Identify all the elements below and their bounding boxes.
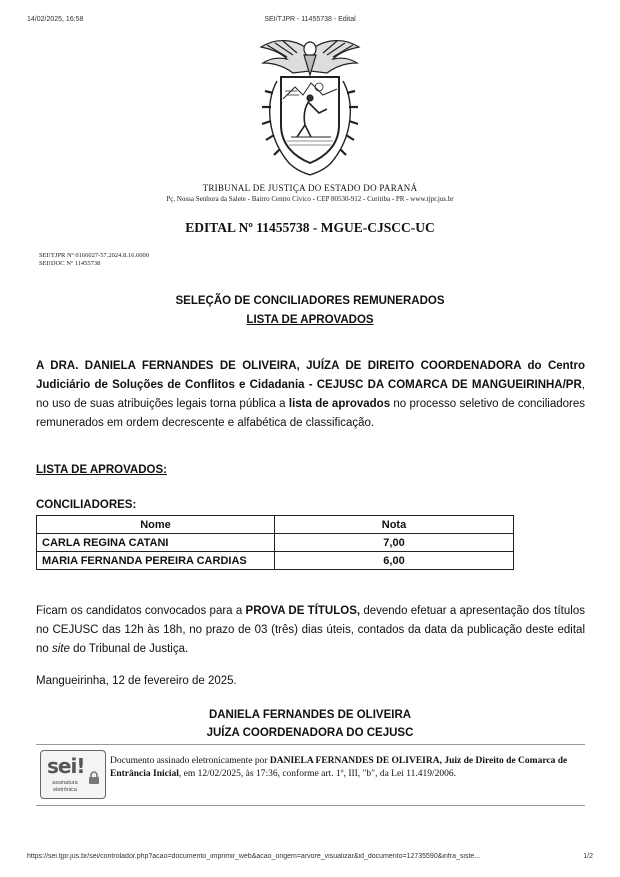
column-header-name: Nome bbox=[37, 516, 275, 534]
print-title: SEI/TJPR - 11455738 - Edital bbox=[264, 16, 356, 23]
list-heading: LISTA DE APROVADOS: bbox=[36, 464, 167, 476]
candidate-name: MARIA FERNANDA PEREIRA CARDIAS bbox=[37, 552, 275, 570]
intro-bold-mid: lista de aprovados bbox=[288, 398, 391, 410]
candidate-name: CARLA REGINA CATANI bbox=[37, 534, 275, 552]
convocation-paragraph bbox=[36, 602, 585, 659]
convocation-italic: site bbox=[52, 643, 70, 655]
convocation-text-c: do Tribunal de Justiça. bbox=[69, 643, 189, 655]
signature-text bbox=[110, 755, 582, 781]
table-row bbox=[37, 552, 514, 570]
section-heading bbox=[0, 292, 620, 330]
signature-signer: DANIELA FERNANDES DE OLIVEIRA, Juiz de Direito de Comarca de Entrância Inicial bbox=[110, 756, 568, 779]
intro-text-a: , no uso de suas atribuições legais torna pública a bbox=[36, 379, 585, 410]
intro-bold-lead: A DRA. DANIELA FERNANDES DE OLIVEIRA, JUÍZA DE DIREITO COORDENADORA do Centro Judiciário de Soluções de Conflitos e Cidadania - CEJUSC DA COMARCA DE MANGUEIRINHA/PR bbox=[36, 360, 585, 391]
candidate-score: 7,00 bbox=[275, 534, 514, 552]
sei-signature-badge bbox=[40, 750, 106, 799]
court-name: TRIBUNAL DE JUSTIÇA DO ESTADO DO PARANÁ bbox=[202, 183, 418, 193]
process-reference: SEI!TJPR Nº 0166027-57.2024.8.16.6000 bbox=[39, 252, 149, 259]
parana-coat-of-arms-emblem bbox=[247, 33, 373, 179]
print-url: https://sei.tjpr.jus.br/sei/controlador.php?acao=documento_imprimir_web&acao_origem=arvore_visualizar&id_documento=12735590&infra_siste... bbox=[27, 853, 481, 860]
print-page-number: 1/2 bbox=[583, 853, 593, 860]
approved-table bbox=[36, 515, 514, 570]
document-reference: SEI!DOC Nº 11455738 bbox=[39, 260, 101, 267]
signer-role: JUÍZA COORDENADORA DO CEJUSC bbox=[206, 727, 414, 739]
sei-logo: sei! bbox=[47, 754, 85, 778]
sei-badge-caption: assinatura eletrônica bbox=[52, 780, 78, 793]
signature-text-a: Documento assinado eletronicamente por bbox=[110, 756, 270, 766]
convocation-bold: PROVA DE TÍTULOS, bbox=[245, 605, 361, 617]
section-title: SELEÇÃO DE CONCILIADORES REMUNERADOS bbox=[175, 295, 445, 307]
document-references bbox=[39, 252, 149, 268]
signature-text-b: , em 12/02/2025, às 17:36, conforme art. 1º, III, "b", da Lei 11.419/2006. bbox=[178, 769, 456, 779]
place-date: Mangueirinha, 12 de fevereiro de 2025. bbox=[36, 675, 237, 687]
convocation-text-a: Ficam os candidatos convocados para a bbox=[36, 605, 246, 617]
electronic-signature-box bbox=[36, 744, 585, 806]
table-row bbox=[37, 534, 514, 552]
print-datetime: 14/02/2025, 16:58 bbox=[27, 16, 84, 23]
lock-icon bbox=[88, 771, 100, 785]
signer-name: DANIELA FERNANDES DE OLIVEIRA bbox=[208, 709, 412, 721]
court-address: Pç. Nossa Senhora da Salete - Bairro Centro Cívico - CEP 80530-912 - Curitiba - PR - www.tjpr.jus.br bbox=[166, 195, 454, 203]
print-header bbox=[27, 16, 593, 28]
conciliators-heading: CONCILIADORES: bbox=[36, 499, 137, 511]
column-header-score: Nota bbox=[275, 516, 514, 534]
section-subtitle: LISTA DE APROVADOS bbox=[246, 314, 374, 326]
table-header-row bbox=[37, 516, 514, 534]
edital-title: EDITAL Nº 11455738 - MGUE-CJSCC-UC bbox=[185, 220, 435, 235]
candidate-score: 6,00 bbox=[275, 552, 514, 570]
intro-paragraph bbox=[36, 357, 585, 433]
convocation-text-b: devendo efetuar a apresentação dos títulos no CEJUSC das 12h às 18h, no prazo de 03 (três) dias úteis, contados da data da publicação deste edital no bbox=[36, 605, 585, 655]
intro-text-b: no processo seletivo de conciliadores remunerados em ordem decrescente e alfabética de classificação. bbox=[36, 398, 585, 429]
print-footer bbox=[27, 853, 593, 865]
